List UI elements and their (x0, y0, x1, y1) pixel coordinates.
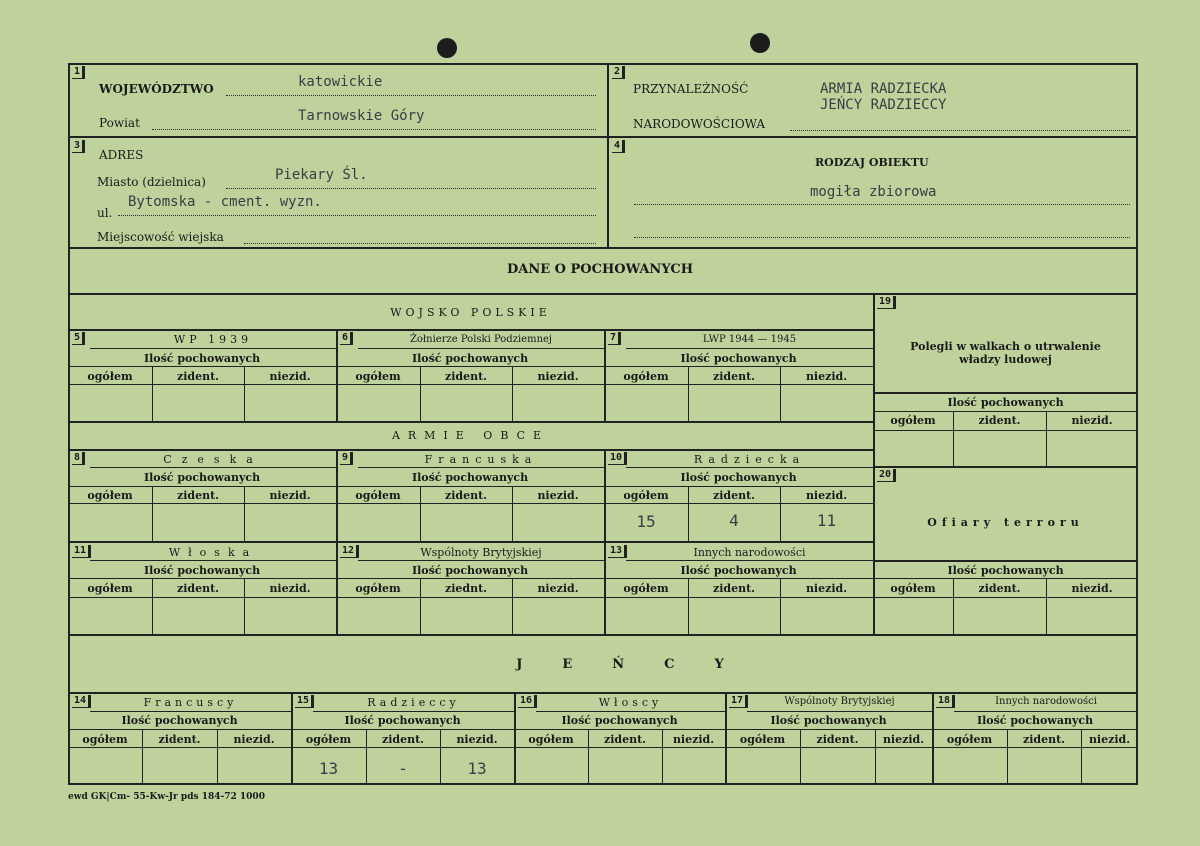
section-title: Innych narodowości (693, 546, 806, 559)
section-number: 9 (340, 452, 353, 465)
ilosc-label: Ilość pochowanych (680, 352, 797, 365)
section-number: 8 (72, 452, 85, 465)
section-number: 1 (72, 66, 85, 79)
section-title: Włoska (168, 546, 258, 559)
col-ogolem: ogółem (623, 582, 669, 595)
col-niezid: niezid. (537, 489, 579, 502)
ilosc-label: Ilość pochowanych (344, 714, 461, 727)
powiat-value: Tarnowskie Góry (298, 108, 425, 124)
rodzaj-value: mogiła zbiorowa (810, 184, 937, 200)
narodowosciowa-label: NARODOWOŚCIOWA (633, 117, 766, 131)
dane-title: DANE O POCHOWANYCH (507, 262, 693, 277)
section-title: Innych narodowości (995, 696, 1097, 707)
col-ogolem: ogółem (355, 370, 401, 383)
col-niezid: niezid. (269, 370, 311, 383)
col-zident: zident. (381, 733, 425, 746)
col-ogolem: ogółem (87, 489, 133, 502)
col-niezid: niezid. (269, 582, 311, 595)
col-zident: zident. (816, 733, 859, 746)
section-number: 17 (729, 695, 748, 708)
col-ogolem: ogółem (890, 414, 936, 427)
section-number: 20 (877, 469, 896, 482)
section-number: 10 (608, 452, 627, 465)
col-ogolem: ogółem (739, 733, 786, 746)
col-zident: zident. (1022, 733, 1066, 746)
col-niezid: niezid. (537, 370, 579, 383)
section-number: 14 (72, 695, 91, 708)
section-title: WP 1939 (173, 333, 253, 346)
col-niezid: niezid. (537, 582, 579, 595)
col-niezid: niezid. (269, 489, 311, 502)
ilosc-label: Ilość pochowanych (976, 714, 1094, 727)
radziecka-niezid-value: 11 (816, 511, 837, 530)
col-ogolem: ogółem (87, 370, 133, 383)
col-ogolem: ogółem (890, 582, 936, 595)
ilosc-label: Ilość pochowanych (947, 396, 1064, 409)
ilosc-label: Ilość pochowanych (143, 471, 261, 484)
col-niezid: niezid. (805, 582, 848, 595)
section-number: 4 (612, 140, 625, 153)
col-niezid: niezid. (1088, 733, 1131, 746)
section-title: Radziecka (693, 453, 806, 466)
wojewodztwo-value: katowickie (298, 74, 383, 90)
col-zident: zident. (444, 489, 488, 502)
col-zident: zident. (712, 370, 756, 383)
section-title: Wspólnoty Brytyjskiej (420, 546, 542, 559)
ilosc-label: Ilość pochowanych (143, 564, 261, 577)
punch-hole (750, 33, 770, 53)
miasto-value: Piekary Śl. (275, 167, 368, 183)
powiat-label: Powiat (99, 116, 140, 130)
przynaleznosc-value-1: ARMIA RADZIECKA (820, 81, 947, 97)
col-ogolem: ogółem (623, 370, 669, 383)
col-zident: zident. (978, 414, 1021, 427)
col-niezid: niezid. (805, 489, 848, 502)
section-number: 18 (936, 695, 955, 708)
section-number: 12 (340, 545, 359, 558)
col-niezid: niezid. (1071, 414, 1113, 427)
section-title: Radzieccy (367, 696, 460, 709)
col-ogolem: ogółem (355, 489, 401, 502)
ilosc-label: Ilość pochowanych (561, 714, 678, 727)
section-number: 7 (608, 332, 621, 345)
col-zident: zident. (978, 582, 1021, 595)
section-title: Wspólnoty Brytyjskiej (784, 696, 895, 707)
ilosc-label: Ilość pochowanych (121, 714, 238, 727)
section-19-title-line2: władzy ludowej (959, 353, 1052, 366)
radzieccy-zident-value: - (398, 759, 408, 778)
section-title: Czeska (163, 453, 263, 466)
section-title: Francuscy (143, 696, 238, 709)
section-number: 3 (72, 140, 85, 153)
section-number: 15 (295, 695, 314, 708)
ilosc-label: Ilość pochowanych (411, 471, 529, 484)
col-zident: zident. (176, 489, 220, 502)
col-niezid: niezid. (233, 733, 275, 746)
section-19-title-line1: Polegli w walkach o utrwalenie (910, 340, 1101, 353)
section-number: 6 (340, 332, 353, 345)
section-number: 19 (877, 296, 896, 309)
col-niezid: niezid. (672, 733, 715, 746)
ilosc-label: Ilość pochowanych (680, 564, 797, 577)
col-zident: zident. (444, 370, 488, 383)
section-number: 5 (72, 332, 85, 345)
wojsko-title: WOJSKO POLSKIE (390, 306, 551, 319)
ilosc-label: Ilość pochowanych (770, 714, 887, 727)
section-title: Francuska (424, 453, 538, 466)
section-20-title: Ofiary terroru (927, 516, 1084, 529)
col-zident: ziednt. (444, 582, 488, 595)
section-title: Żołnierze Polski Podziemnej (409, 334, 553, 345)
przynaleznosc-label: PRZYNALEŻNOŚĆ (633, 82, 749, 96)
ul-label: ul. (97, 206, 113, 220)
punch-hole (437, 38, 457, 58)
ul-value: Bytomska - cment. wyzn. (128, 194, 322, 210)
col-ogolem: ogółem (305, 733, 352, 746)
section-number: 13 (608, 545, 627, 558)
section-number: 16 (518, 695, 537, 708)
section-number: 2 (612, 66, 625, 79)
col-ogolem: ogółem (528, 733, 574, 746)
col-ogolem: ogółem (623, 489, 669, 502)
ilosc-label: Ilość pochowanych (143, 352, 261, 365)
col-zident: zident. (712, 582, 756, 595)
col-ogolem: ogółem (355, 582, 401, 595)
col-ogolem: ogółem (82, 733, 128, 746)
adres-label: ADRES (99, 148, 144, 162)
armie-title: ARMIE OBCE (391, 429, 550, 442)
print-code: ewd GK|Cm- 55-Kw-Jr pds 184-72 1000 (68, 792, 265, 802)
col-zident: zident. (158, 733, 201, 746)
ilosc-label: Ilość pochowanych (680, 471, 797, 484)
rodzaj-label: RODZAJ OBIEKTU (815, 156, 929, 169)
ilosc-label: Ilość pochowanych (947, 564, 1064, 577)
col-ogolem: ogółem (87, 582, 133, 595)
radziecka-ogolem-value: 15 (636, 512, 656, 531)
section-title: LWP 1944 — 1945 (702, 334, 797, 345)
col-zident: zident. (176, 370, 220, 383)
col-ogolem: ogółem (946, 733, 993, 746)
jency-title: JEŃCY (516, 657, 764, 672)
col-niezid: niezid. (882, 733, 925, 746)
radzieccy-ogolem-value: 13 (318, 759, 339, 778)
radzieccy-niezid-value: 13 (467, 759, 487, 778)
col-niezid: niezid. (456, 733, 498, 746)
radziecka-zident-value: 4 (729, 511, 739, 530)
col-niezid: niezid. (805, 370, 848, 383)
miejscowosc-label: Miejscowość wiejska (97, 230, 224, 244)
przynaleznosc-value-2: JEŃCY RADZIECCY (820, 97, 947, 113)
wojewodztwo-label: WOJEWÓDZTWO (99, 82, 214, 96)
col-zident: zident. (603, 733, 647, 746)
col-zident: zident. (176, 582, 220, 595)
ilosc-label: Ilość pochowanych (411, 352, 529, 365)
ilosc-label: Ilość pochowanych (411, 564, 529, 577)
section-number: 11 (72, 545, 91, 558)
miasto-label: Miasto (dzielnica) (97, 175, 206, 189)
section-title: Włoscy (598, 696, 663, 709)
col-zident: zident. (712, 489, 756, 502)
col-niezid: niezid. (1071, 582, 1113, 595)
